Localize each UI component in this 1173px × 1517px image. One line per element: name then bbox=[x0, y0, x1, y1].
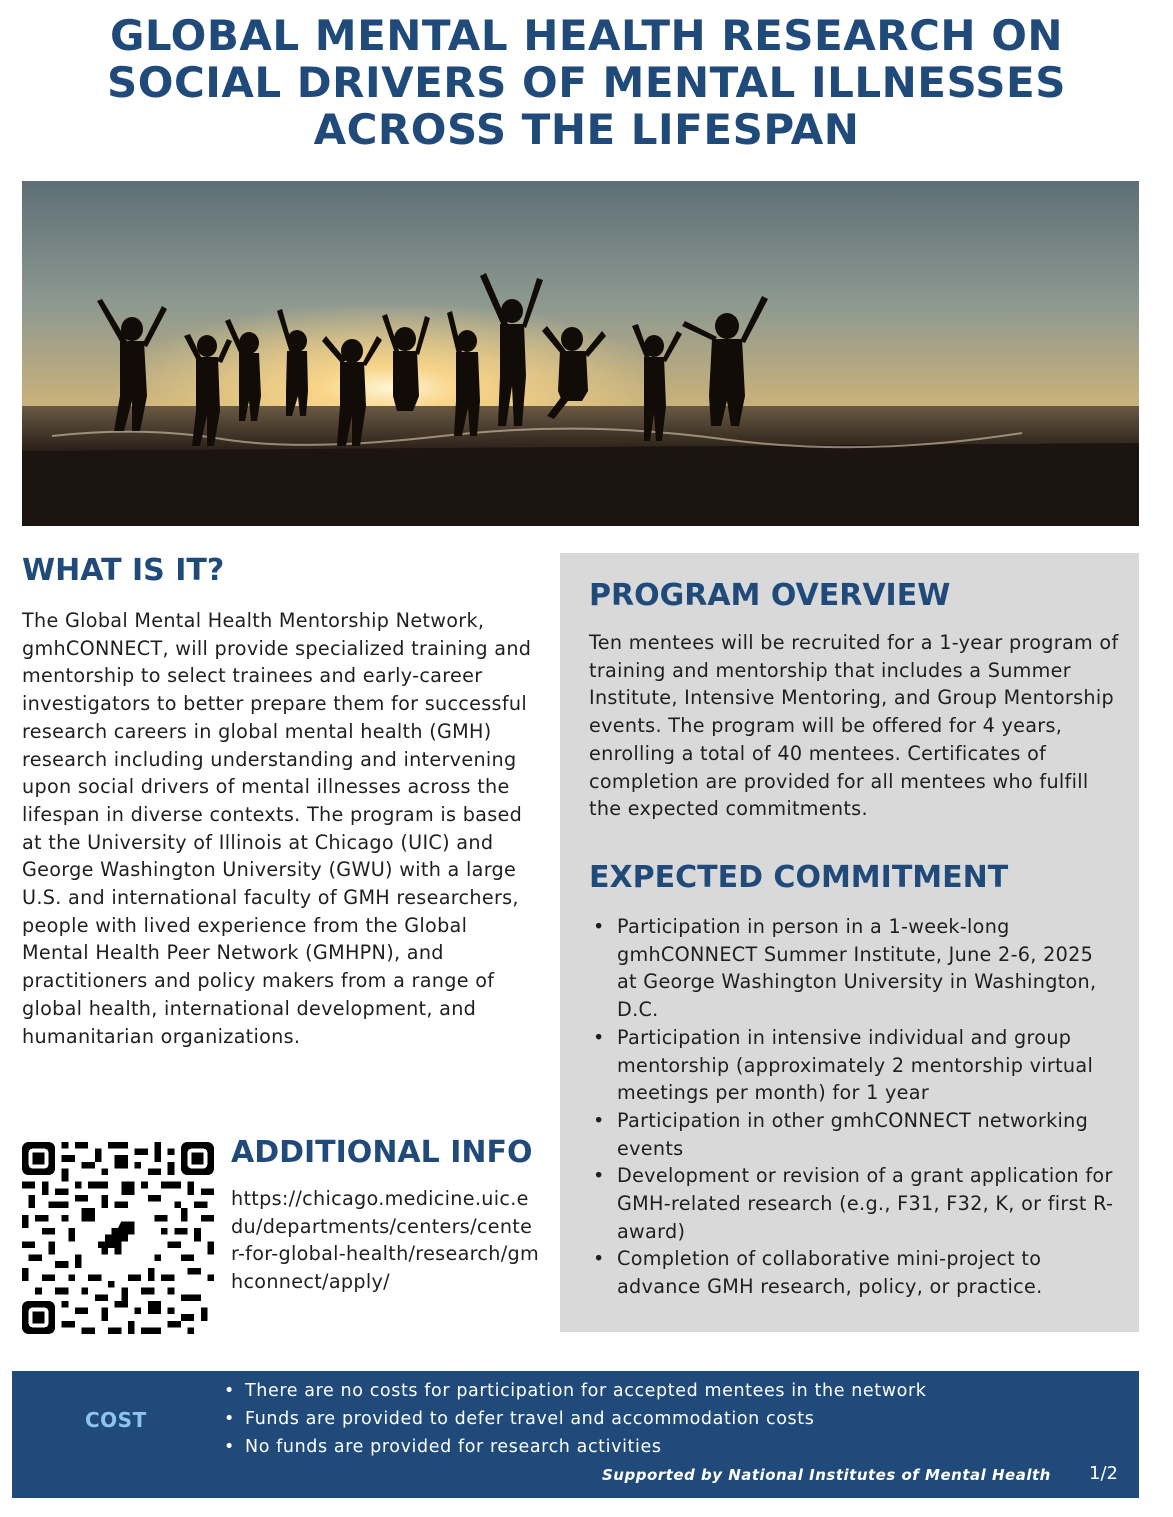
list-item: • Completion of collaborative mini-project to advance GMH research, policy, or practice. bbox=[589, 1245, 1119, 1300]
title-line-1: GLOBAL MENTAL HEALTH RESEARCH ON bbox=[109, 11, 1064, 60]
list-item: • Participation in other gmhCONNECT networking events bbox=[589, 1107, 1119, 1162]
qr-code[interactable] bbox=[22, 1142, 214, 1334]
silhouettes-sunset-icon bbox=[22, 181, 1139, 526]
commitment-list bbox=[589, 913, 1119, 1301]
cost-label: COST bbox=[85, 1408, 147, 1432]
title-line-3: ACROSS THE LIFESPAN bbox=[313, 105, 860, 154]
hero-image bbox=[22, 181, 1139, 526]
list-item: • There are no costs for participation for accepted mentees in the network bbox=[220, 1377, 927, 1405]
list-item: • No funds are provided for research activities bbox=[220, 1433, 927, 1461]
what-is-it-text: The Global Mental Health Mentorship Network, gmhCONNECT, will provide specialized training and mentorship to select trainees and early-career investigators to better prepare them for successful research careers in global mental health (GMH) research including understanding and intervening upon social drivers of mental illnesses across the lifespan in diverse contexts. The program is based at the University of Illinois at Chicago (UIC) and George Washington University (GWU) with a large U.S. and international faculty of GMH researchers, people with lived experience from the Global Mental Health Peer Network (GMHPN), and practitioners and policy makers from a range of global health, international development, and humanitarian organizations. bbox=[22, 609, 532, 1048]
title-line-2: SOCIAL DRIVERS OF MENTAL ILLNESSES bbox=[106, 58, 1066, 107]
expected-commitment-heading: EXPECTED COMMITMENT bbox=[589, 860, 1009, 895]
page-number: 1/2 bbox=[1089, 1463, 1118, 1484]
cost-footer bbox=[12, 1371, 1139, 1498]
program-panel bbox=[560, 553, 1139, 1332]
page-title bbox=[40, 12, 1133, 153]
list-item: • Participation in intensive individual and group mentorship (approximately 2 mentorship virtual meetings per month) for 1 year bbox=[589, 1024, 1119, 1107]
cost-list bbox=[220, 1377, 927, 1461]
program-overview-heading: PROGRAM OVERVIEW bbox=[589, 578, 951, 613]
qr-code-icon bbox=[22, 1142, 214, 1334]
list-item: • Participation in person in a 1-week-long gmhCONNECT Summer Institute, June 2-6, 2025 at George Washington University in Washington, D.C. bbox=[589, 913, 1119, 1024]
additional-info-heading: ADDITIONAL INFO bbox=[231, 1135, 533, 1170]
supported-by: Supported by National Institutes of Mental Health bbox=[602, 1466, 1051, 1484]
list-item: • Funds are provided to defer travel and accommodation costs bbox=[220, 1405, 927, 1433]
additional-info-link[interactable]: https://chicago.medicine.uic.edu/departments/centers/center-for-global-health/research/gmhconnect/apply/ bbox=[231, 1187, 539, 1294]
list-item: • Development or revision of a grant application for GMH-related research (e.g., F31, F32, K, or first R-award) bbox=[589, 1162, 1119, 1245]
what-is-it-heading: WHAT IS IT? bbox=[22, 553, 225, 588]
program-overview-text: Ten mentees will be recruited for a 1-year program of training and mentorship that includes a Summer Institute, Intensive Mentoring, and Group Mentorship events. The program will be offered for 4 years, enrolling a total of 40 mentees. Certificates of completion are provided for all mentees who fulfill the expected commitments. bbox=[589, 631, 1119, 821]
